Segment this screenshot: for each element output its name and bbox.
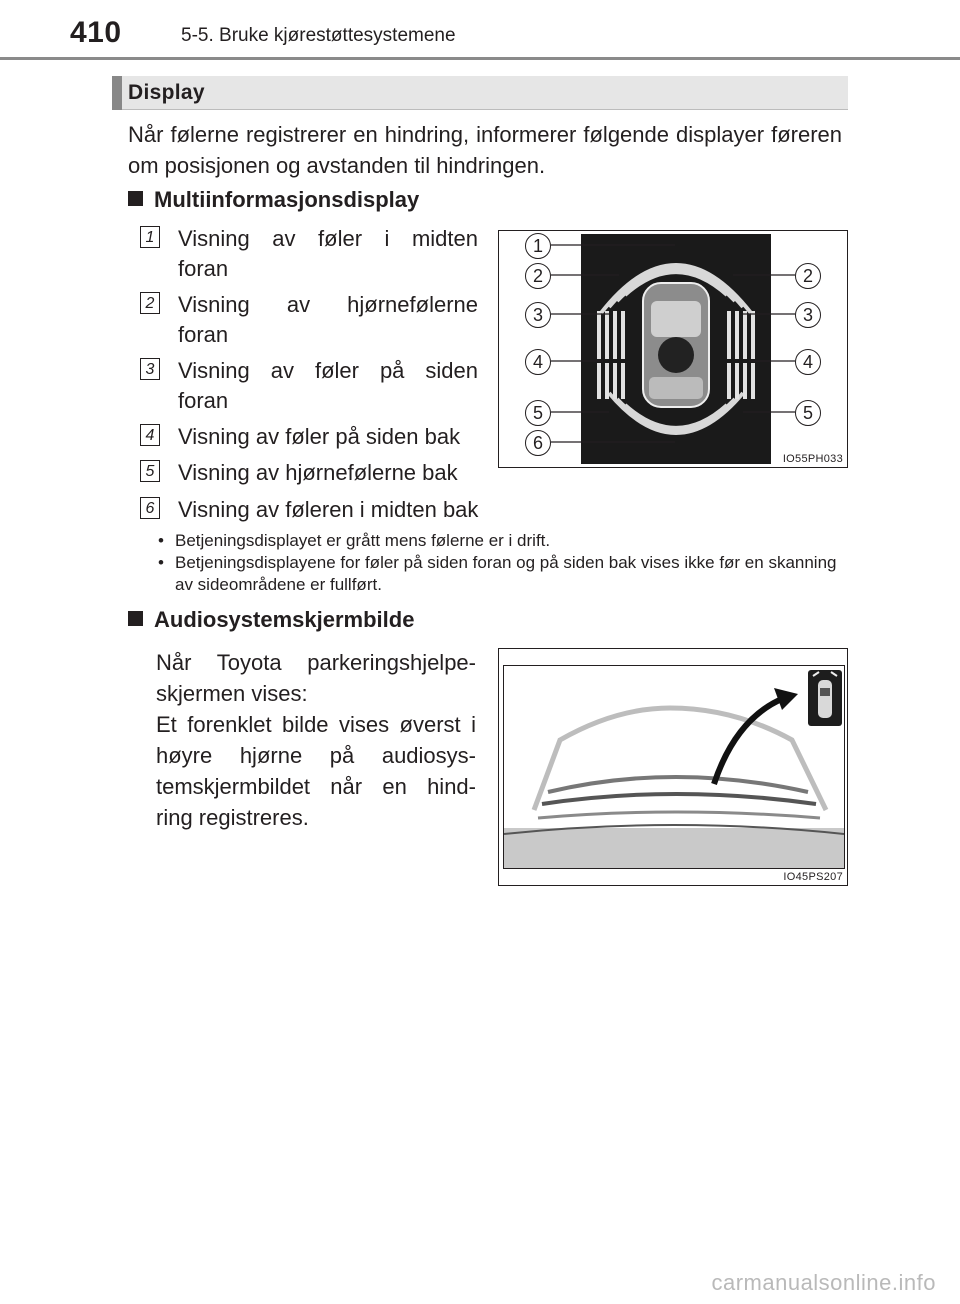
display-heading: Display xyxy=(128,81,205,104)
audio-heading xyxy=(128,607,414,633)
number-badge: 5 xyxy=(140,460,160,482)
number-badge: 1 xyxy=(140,226,160,248)
callout-3-right: 3 xyxy=(795,302,821,328)
number-badge: 6 xyxy=(140,497,160,519)
list-item xyxy=(140,458,480,488)
bullet-dot-icon: • xyxy=(158,553,164,572)
bullet-dot-icon: • xyxy=(158,531,164,550)
callout-1: 1 xyxy=(525,233,551,259)
audio-line: Et forenklet bilde vises øverst i xyxy=(156,712,476,737)
number-badge: 3 xyxy=(140,358,160,380)
multi-info-heading-text: Multiinformasjonsdisplay xyxy=(154,187,420,212)
callout-6: 6 xyxy=(525,430,551,456)
list-item-line2: foran xyxy=(178,256,229,281)
list-item-line1: Visning av føler på siden bak xyxy=(178,424,461,449)
list-item-line2: foran xyxy=(178,388,229,413)
figure-code: IO55PH033 xyxy=(782,453,843,465)
camera-guide-illustration xyxy=(504,666,844,868)
callout-5: 5 xyxy=(525,400,551,426)
display-heading-bar xyxy=(112,76,848,110)
callout-2-right: 2 xyxy=(795,263,821,289)
list-item xyxy=(140,422,480,452)
list-item-line2: foran xyxy=(178,322,229,347)
audio-screen-figure xyxy=(498,648,848,886)
callout-5-right: 5 xyxy=(795,400,821,426)
multi-info-heading xyxy=(128,187,419,213)
audio-line: ring registreres. xyxy=(156,805,309,830)
list-item-line1: Visning av føleren i midten bak xyxy=(178,497,479,522)
callout-2: 2 xyxy=(525,263,551,289)
number-badge: 4 xyxy=(140,424,160,446)
intro-paragraph: Når følerne registrerer en hindring, informerer følgende displayer føreren om posisjonen og avstanden til hindringen. xyxy=(128,122,842,178)
section-title: 5-5. Bruke kjørestøttesystemene xyxy=(181,25,456,46)
audio-line: høyre hjørne på audiosys- xyxy=(156,743,476,768)
page-number: 410 xyxy=(70,16,122,49)
audio-line: skjermen vises: xyxy=(156,681,308,706)
note-item xyxy=(158,530,858,552)
audio-line: temskjermbildet når en hind- xyxy=(156,774,476,799)
list-item xyxy=(140,290,480,350)
list-item-line1: Visning av føler på siden xyxy=(178,358,478,383)
note-item xyxy=(158,552,858,596)
list-item-line1: Visning av føler i midten xyxy=(178,226,478,251)
callout-4: 4 xyxy=(525,349,551,375)
callout-3: 3 xyxy=(525,302,551,328)
list-item xyxy=(140,356,480,416)
list-item xyxy=(140,495,500,525)
audio-paragraph xyxy=(156,647,476,833)
sensor-display-figure xyxy=(498,230,848,468)
list-item-line1: Visning av hjørnefølerne xyxy=(178,292,478,317)
list-item-line1: Visning av hjørnefølerne bak xyxy=(178,460,458,485)
square-bullet-icon xyxy=(128,191,143,206)
watermark: carmanualsonline.info xyxy=(711,1270,936,1295)
audio-line: Når Toyota parkeringshjelpe- xyxy=(156,650,476,675)
sensor-display-illustration xyxy=(499,231,847,467)
note-text: Betjeningsdisplayene for føler på siden foran og på siden bak vises ikke før en skanning av sideområdene er fullført. xyxy=(175,553,837,594)
square-bullet-icon xyxy=(128,611,143,626)
callout-4-right: 4 xyxy=(795,349,821,375)
note-text: Betjeningsdisplayet er grått mens følerne er i drift. xyxy=(175,531,551,550)
audio-heading-text: Audiosystemskjermbilde xyxy=(154,607,415,632)
header-rule xyxy=(0,57,960,60)
audio-screen xyxy=(503,665,845,869)
figure-code: IO45PS207 xyxy=(783,871,843,883)
list-item xyxy=(140,224,480,284)
heading-accent xyxy=(112,76,122,110)
number-badge: 2 xyxy=(140,292,160,314)
